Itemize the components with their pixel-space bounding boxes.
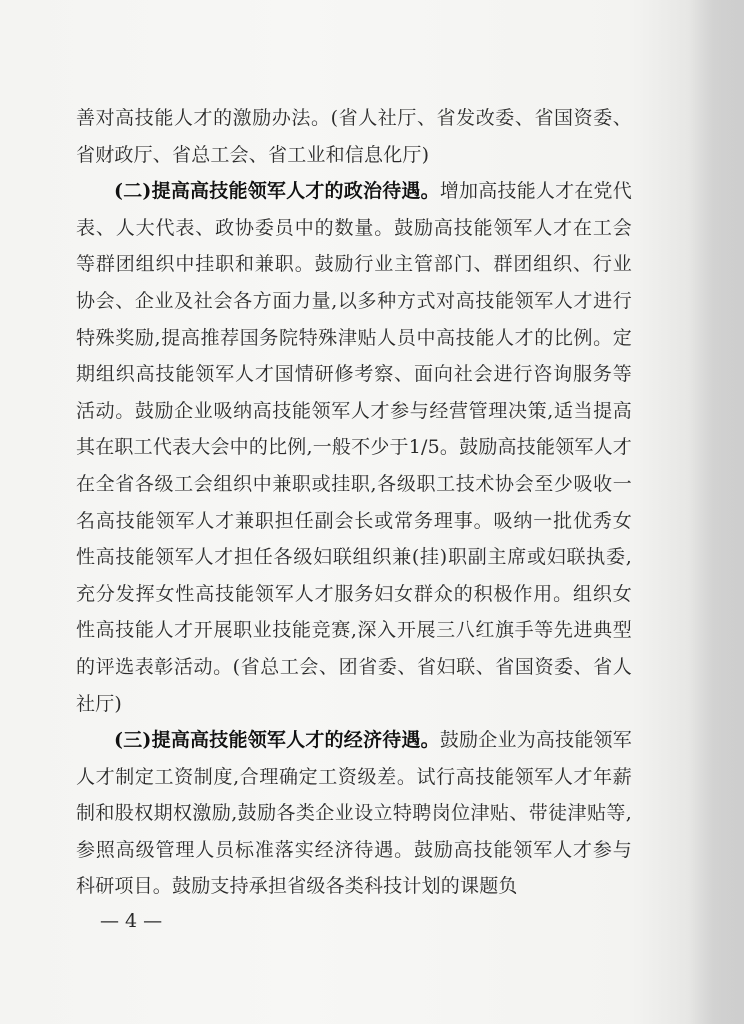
section-heading-2: (二)提高高技能领军人才的政治待遇。 bbox=[114, 180, 440, 203]
paragraph-political-treatment bbox=[76, 173, 632, 722]
section-heading-3: (三)提高高技能领军人才的经济待遇。 bbox=[114, 729, 440, 752]
document-body bbox=[76, 100, 632, 905]
paragraph-1 bbox=[76, 100, 632, 173]
paragraph-1-text: 善对高技能人才的激励办法。(省人社厅、省发改委、省国资委、省财政厅、省总工会、省工业和信息化厅) bbox=[76, 107, 632, 166]
paragraph-2-text: 增加高技能人才在党代表、人大代表、政协委员中的数量。鼓励高技能领军人才在工会等群团组织中挂职和兼职。鼓励行业主管部门、群团组织、行业协会、企业及社会各方面力量,以多种方式对高技能领军人才进行特殊奖励,提高推荐国务院特殊津贴人员中高技能人才的比例。定期组织高技能领军人才国情研修考察、面向社会进行咨询服务等活动。鼓励企业吸纳高技能领军人才参与经营管理决策,适当提高其在职工代表大会中的比例,一般不少于1/5。鼓励高技能领军人才在全省各级工会组织中兼职或挂职,各级职工技术协会至少吸收一名高技能领军人才兼职担任副会长或常务理事。吸纳一批优秀女性高技能领军人才担任各级妇联组织兼(挂)职副主席或妇联执委,充分发挥女性高技能领军人才服务妇女群众的积极作用。组织女性高技能人才开展职业技能竞赛,深入开展三八红旗手等先进典型的评选表彰活动。(省总工会、团省委、省妇联、省国资委、省人社厅) bbox=[76, 180, 632, 715]
paragraph-3-text: 鼓励企业为高技能领军人才制定工资制度,合理确定工资级差。试行高技能领军人才年薪制和股权期权激励,鼓励各类企业设立特聘岗位津贴、带徒津贴等,参照高级管理人员标准落实经济待遇。鼓励高技能领军人才参与科研项目。鼓励支持承担省级各类科技计划的课题负 bbox=[76, 729, 632, 898]
paragraph-economic-treatment bbox=[76, 722, 632, 905]
page-number: — 4 — bbox=[100, 910, 163, 932]
page-edge-shadow bbox=[688, 0, 744, 1024]
